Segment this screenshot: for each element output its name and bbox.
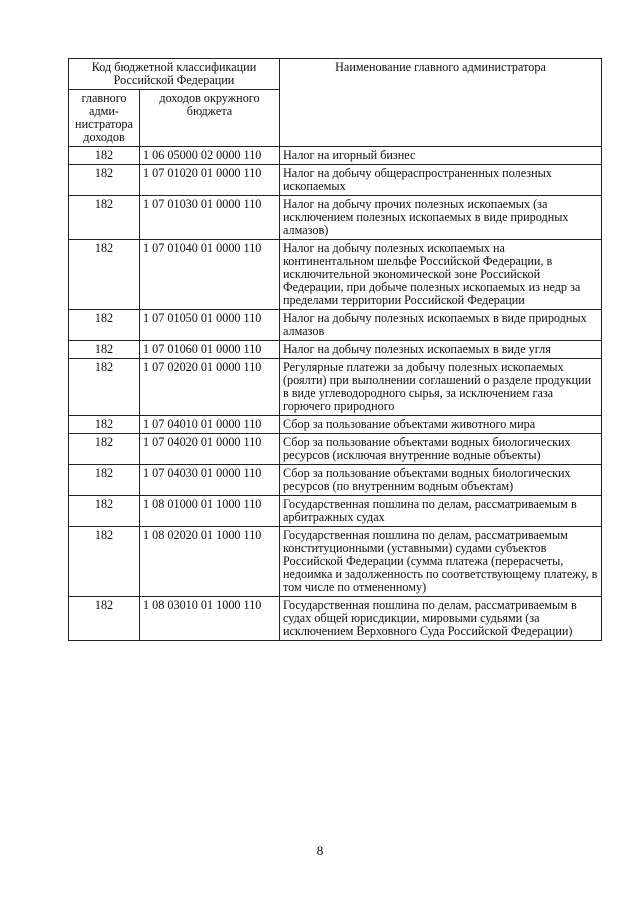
table-row	[69, 240, 602, 310]
income-code-cell: 1 07 02020 01 0000 110	[140, 359, 280, 416]
table-row	[69, 465, 602, 496]
table-row	[69, 310, 602, 341]
header-administrator-name: Наименование главного администратора	[280, 59, 602, 147]
administrator-name-cell: Государственная пошлина по делам, рассматриваемым в судах общей юрисдикции, мировыми судьями (за исключением Верховного Суда Российской Федерации)	[280, 597, 602, 641]
table-row	[69, 165, 602, 196]
income-code-cell: 1 06 05000 02 0000 110	[140, 147, 280, 165]
table-body	[69, 147, 602, 641]
administrator-name-cell: Сбор за пользование объектами водных биологических ресурсов (исключая внутренние водные объекты)	[280, 434, 602, 465]
header-budget-classification-code: Код бюджетной классификации Российской Федерации	[69, 59, 280, 90]
income-code-cell: 1 07 04030 01 0000 110	[140, 465, 280, 496]
administrator-name-cell: Налог на игорный бизнес	[280, 147, 602, 165]
table-row	[69, 597, 602, 641]
admin-code-cell: 182	[69, 527, 140, 597]
table-row	[69, 196, 602, 240]
admin-code-cell: 182	[69, 416, 140, 434]
income-code-cell: 1 07 04010 01 0000 110	[140, 416, 280, 434]
table-row	[69, 416, 602, 434]
administrator-name-cell: Налог на добычу прочих полезных ископаемых (за исключением полезных ископаемых в виде природных алмазов)	[280, 196, 602, 240]
table-row	[69, 359, 602, 416]
income-code-cell: 1 08 03010 01 1000 110	[140, 597, 280, 641]
administrator-name-cell: Сбор за пользование объектами водных биологических ресурсов (по внутренним водным объектам)	[280, 465, 602, 496]
income-code-cell: 1 08 01000 01 1000 110	[140, 496, 280, 527]
header-district-budget-income: доходов окружного бюджета	[140, 90, 280, 147]
administrator-name-cell: Государственная пошлина по делам, рассматриваемым конституционными (уставными) судами субъектов Российской Федерации (сумма платежа (перерасчеты, недоимка и задолженность по соответствующему платежу, в том числе по отмененному)	[280, 527, 602, 597]
table-row	[69, 147, 602, 165]
admin-code-cell: 182	[69, 147, 140, 165]
admin-code-cell: 182	[69, 240, 140, 310]
income-code-cell: 1 07 01050 01 0000 110	[140, 310, 280, 341]
administrator-name-cell: Налог на добычу полезных ископаемых в виде природных алмазов	[280, 310, 602, 341]
admin-code-cell: 182	[69, 196, 140, 240]
administrator-name-cell: Налог на добычу полезных ископаемых в виде угля	[280, 341, 602, 359]
page-number: 8	[316, 843, 324, 858]
admin-code-cell: 182	[69, 359, 140, 416]
income-code-cell: 1 08 02020 01 1000 110	[140, 527, 280, 597]
income-code-cell: 1 07 01040 01 0000 110	[140, 240, 280, 310]
header-main-administrator: главного адми-нистратора доходов	[69, 90, 140, 147]
income-code-cell: 1 07 04020 01 0000 110	[140, 434, 280, 465]
table-row	[69, 341, 602, 359]
table-header-row	[69, 59, 602, 90]
income-code-cell: 1 07 01020 01 0000 110	[140, 165, 280, 196]
admin-code-cell: 182	[69, 165, 140, 196]
table-row	[69, 496, 602, 527]
income-code-cell: 1 07 01030 01 0000 110	[140, 196, 280, 240]
admin-code-cell: 182	[69, 496, 140, 527]
admin-code-cell: 182	[69, 597, 140, 641]
administrator-name-cell: Налог на добычу общераспространенных полезных ископаемых	[280, 165, 602, 196]
budget-classification-table	[68, 58, 602, 641]
admin-code-cell: 182	[69, 310, 140, 341]
admin-code-cell: 182	[69, 465, 140, 496]
administrator-name-cell: Регулярные платежи за добычу полезных ископаемых (роялти) при выполнении соглашений о разделе продукции в виде углеводородного сырья, за исключением газа горючего природного	[280, 359, 602, 416]
income-code-cell: 1 07 01060 01 0000 110	[140, 341, 280, 359]
admin-code-cell: 182	[69, 434, 140, 465]
administrator-name-cell: Налог на добычу полезных ископаемых на континентальном шельфе Российской Федерации, в исключительной экономической зоне Российской Федерации, при добыче полезных ископаемых из недр за пределами территории Российской Федерации	[280, 240, 602, 310]
table-row	[69, 527, 602, 597]
administrator-name-cell: Государственная пошлина по делам, рассматриваемым в арбитражных судах	[280, 496, 602, 527]
admin-code-cell: 182	[69, 341, 140, 359]
administrator-name-cell: Сбор за пользование объектами животного мира	[280, 416, 602, 434]
table-row	[69, 434, 602, 465]
